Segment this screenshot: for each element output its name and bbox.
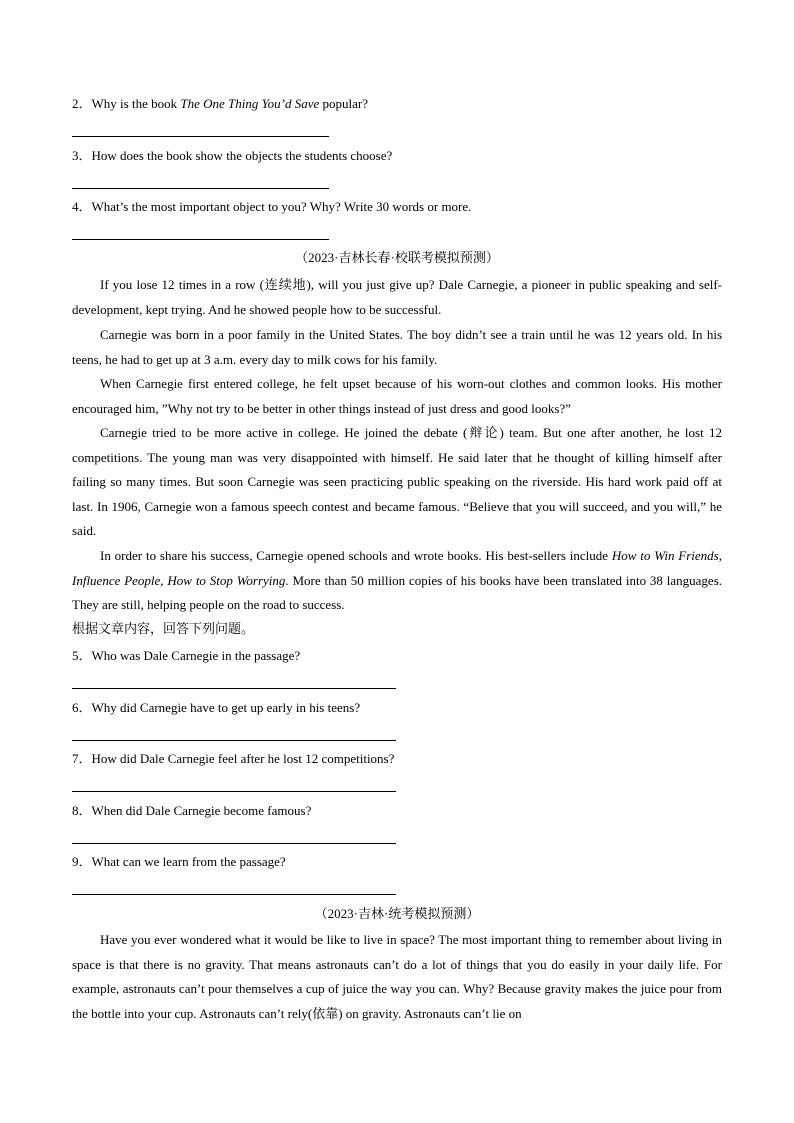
answer-line[interactable] <box>72 893 396 895</box>
question-4 <box>72 197 471 240</box>
question-number: 7． <box>72 751 92 766</box>
paragraph: Have you ever wondered what it would be like to live in space? The most important thing to remember about living in space is that there is no gravity. That means astronauts can’t do a lot of things that you do easily in your daily life. For example, astronauts can’t pour themselves a cup of juice the way you can. Why? Because gravity makes the juice pour from the bottle into your cup. Astronauts can’t rely(依靠) on gravity. Astronauts can’t lie on <box>72 932 722 1021</box>
answer-line[interactable] <box>72 739 396 741</box>
instruction: 根据文章内容，回答下列问题。 <box>72 622 255 637</box>
book-title: The One Thing You’d Save <box>180 96 320 111</box>
question-2 <box>72 94 368 137</box>
question-text: 7．How did Dale Carnegie feel after he lost 12 competitions? <box>72 751 395 766</box>
question-number: 5． <box>72 648 92 663</box>
paragraph: Carnegie tried to be more active in college. He joined the debate (辩论) team. But one after another, he lost 12 competitions. The young man was very disappointed with himself. He said later that he thought of killing himself after failing so many times. But soon Carnegie was seen practicing public speaking on the riverside. His hard work paid off at last. In 1906, Carnegie won a famous speech contest and became famous. “Believe that you will succeed, and you will,” he said. <box>72 425 722 538</box>
question-number: 8． <box>72 803 92 818</box>
question-number: 9． <box>72 854 92 869</box>
question-number: 3． <box>72 148 92 163</box>
question-number: 6． <box>72 700 92 715</box>
paragraph: Carnegie was born in a poor family in the United States. The boy didn’t see a train until he was 12 years old. In his teens, he had to get up at 3 a.m. every day to milk cows for his family. <box>72 327 722 367</box>
question-number: 4． <box>72 199 92 214</box>
passage-source: （2023·吉林·统考模拟预测） <box>314 906 480 921</box>
answer-line[interactable] <box>72 238 329 240</box>
question-3 <box>72 146 392 189</box>
question-number: 2． <box>72 96 92 111</box>
question-7 <box>72 749 396 792</box>
question-8 <box>72 801 396 844</box>
paragraph: When Carnegie first entered college, he felt upset because of his worn-out clothes and common looks. His mother encouraged him, ”Why not try to be better in other things instead of just dress and good looks?” <box>72 376 722 416</box>
question-text: 3．How does the book show the objects the students choose? <box>72 148 393 163</box>
answer-line[interactable] <box>72 790 396 792</box>
book-titles: How to Win Friends, Influence People, How to Stop Worrying <box>72 548 722 588</box>
answer-line[interactable] <box>72 187 329 189</box>
question-text: 8．When did Dale Carnegie become famous? <box>72 803 312 818</box>
answer-line[interactable] <box>72 842 396 844</box>
question-text: 5．Who was Dale Carnegie in the passage? <box>72 648 301 663</box>
question-6 <box>72 698 396 741</box>
question-5 <box>72 646 396 689</box>
paragraph: In order to share his success, Carnegie opened schools and wrote books. His best-sellers include How to Win Friends, Influence People, How to Stop Worrying. More than 50 million copies of his books have been translated into 38 languages. They are still, helping people on the road to success. <box>72 548 723 612</box>
question-text: 4．What’s the most important object to you? Why? Write 30 words or more. <box>72 199 472 214</box>
question-text: 6．Why did Carnegie have to get up early in his teens? <box>72 700 361 715</box>
passage-source: （2023·吉林长春·校联考模拟预测） <box>295 250 499 265</box>
question-9 <box>72 852 396 895</box>
paragraph: If you lose 12 times in a row (连续地), will you just give up? Dale Carnegie, a pioneer in public speaking and self-development, kept trying. And he showed people how to be successful. <box>72 277 722 317</box>
answer-line[interactable] <box>72 135 329 137</box>
question-text: 2．Why is the book The One Thing You’d Save popular? <box>72 96 368 111</box>
answer-line[interactable] <box>72 687 396 689</box>
question-text: 9．What can we learn from the passage? <box>72 854 286 869</box>
